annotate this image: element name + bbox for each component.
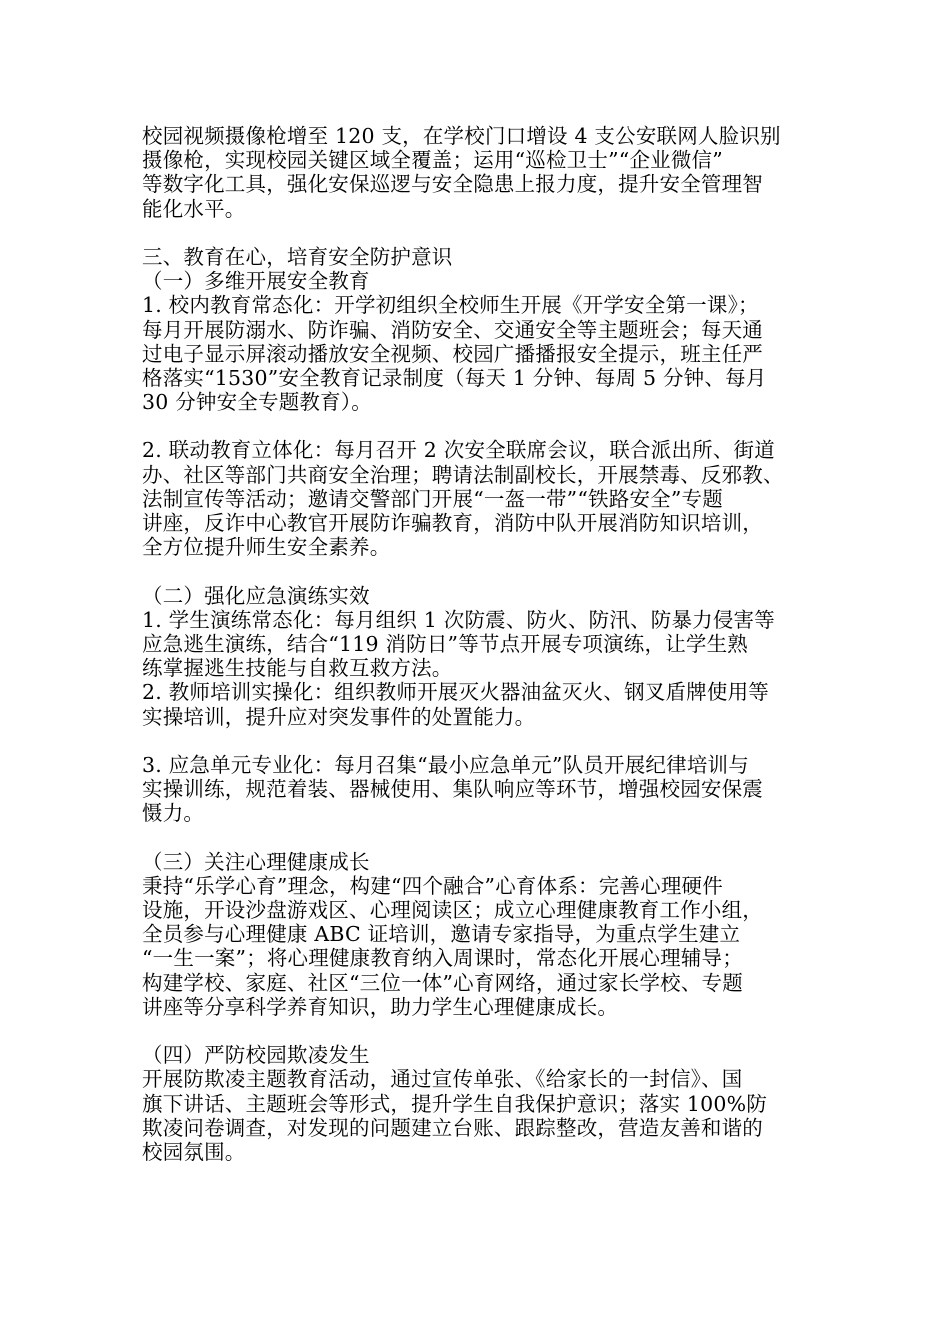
text-line: 能化水平。 — [142, 196, 246, 221]
paragraph — [142, 245, 832, 414]
paragraph — [142, 1043, 832, 1164]
paragraph-gap — [142, 825, 832, 849]
text-line: （四）严防校园欺凌发生 — [142, 1043, 370, 1068]
text-line: 全员参与心理健康 ABC 证培训，邀请专家指导，为重点学生建立 — [142, 922, 741, 947]
paragraph — [142, 584, 832, 729]
text-line: 每月开展防溺水、防诈骗、消防安全、交通安全等主题班会；每天通 — [142, 317, 763, 342]
text-line: 2. 教师培训实操化：组织教师开展灭火器油盆灭火、钢叉盾牌使用等 — [142, 680, 769, 705]
text-line: 实操训练，规范着装、器械使用、集队响应等环节，增强校园安保震 — [142, 777, 763, 802]
text-line: “一生一案”；将心理健康教育纳入周课时，常态化开展心理辅导； — [142, 946, 743, 971]
text-line: 实操培训，提升应对突发事件的处置能力。 — [142, 704, 536, 729]
text-line: 1. 学生演练常态化：每月组织 1 次防震、防火、防汛、防暴力侵害等 — [142, 607, 775, 632]
text-line: 欺凌问卷调查，对发现的问题建立台账、跟踪整改，营造友善和谐的 — [142, 1115, 763, 1140]
paragraph-gap — [142, 1019, 832, 1043]
text-line: 设施，开设沙盘游戏区、心理阅读区；成立心理健康教育工作小组， — [142, 898, 763, 922]
text-line: 慑力。 — [142, 801, 205, 826]
text-line: （二）强化应急演练实效 — [142, 583, 370, 608]
paragraph-gap — [142, 729, 832, 753]
document-page — [142, 124, 832, 1164]
text-line: 过电子显示屏滚动播放安全视频、校园广播播报安全提示，班主任严 — [142, 341, 763, 366]
paragraph — [142, 850, 832, 1019]
paragraph-gap — [142, 221, 832, 245]
paragraph — [142, 438, 832, 559]
paragraph — [142, 753, 832, 826]
text-line: 练掌握逃生技能与自救互救方法。 — [142, 656, 453, 681]
text-line: 办、社区等部门共商安全治理；聘请法制副校长，开展禁毒、反邪教、 — [142, 462, 784, 487]
text-line: （三）关注心理健康成长 — [142, 849, 370, 874]
text-line: 等数字化工具，强化安保巡逻与安全隐患上报力度，提升安全管理智 — [142, 172, 763, 197]
text-line: 全方位提升师生安全素养。 — [142, 535, 391, 560]
text-line: 格落实“1530”安全教育记录制度（每天 1 分钟、每周 5 分钟、每月 — [142, 365, 767, 390]
text-line: 开展防欺凌主题教育活动，通过宣传单张、《给家长的一封信》、国 — [142, 1067, 743, 1092]
text-line: 法制宣传等活动；邀请交警部门开展“一盔一带”“铁路安全”专题 — [142, 486, 723, 511]
paragraph-gap — [142, 559, 832, 583]
text-line: 讲座，反诈中心教官开展防诈骗教育，消防中队开展消防知识培训， — [142, 511, 763, 535]
text-line: 构建学校、家庭、社区“三位一体”心育网络，通过家长学校、专题 — [142, 970, 743, 995]
text-line: 30 分钟安全专题教育）。 — [142, 390, 372, 415]
text-line: 旗下讲话、主题班会等形式，提升学生自我保护意识；落实 100%防 — [142, 1091, 768, 1116]
text-line: 1. 校内教育常态化：开学初组织全校师生开展《开学安全第一课》； — [142, 293, 759, 318]
text-line: 三、教育在心，培育安全防护意识 — [142, 244, 453, 269]
text-line: （一）多维开展安全教育 — [142, 269, 370, 294]
text-line: 校园视频摄像枪增至 120 支，在学校门口增设 4 支公安联网人脸识别 — [142, 124, 781, 148]
text-line: 讲座等分享科学养育知识，助力学生心理健康成长。 — [142, 994, 619, 1019]
text-line: 3. 应急单元专业化：每月召集“最小应急单元”队员开展纪律培训与 — [142, 752, 749, 777]
text-line: 应急逃生演练，结合“119 消防日”等节点开展专项演练，让学生熟 — [142, 631, 749, 656]
text-line: 摄像枪，实现校园关键区域全覆盖；运用“巡检卫士”“企业微信” — [142, 148, 723, 173]
text-line: 校园氛围。 — [142, 1139, 246, 1164]
text-line: 秉持“乐学心育”理念，构建“四个融合”心育体系：完善心理硬件 — [142, 873, 723, 898]
paragraph-gap — [142, 414, 832, 438]
text-line: 2. 联动教育立体化：每月召开 2 次安全联席会议，联合派出所、街道 — [142, 438, 775, 463]
paragraph — [142, 124, 832, 221]
